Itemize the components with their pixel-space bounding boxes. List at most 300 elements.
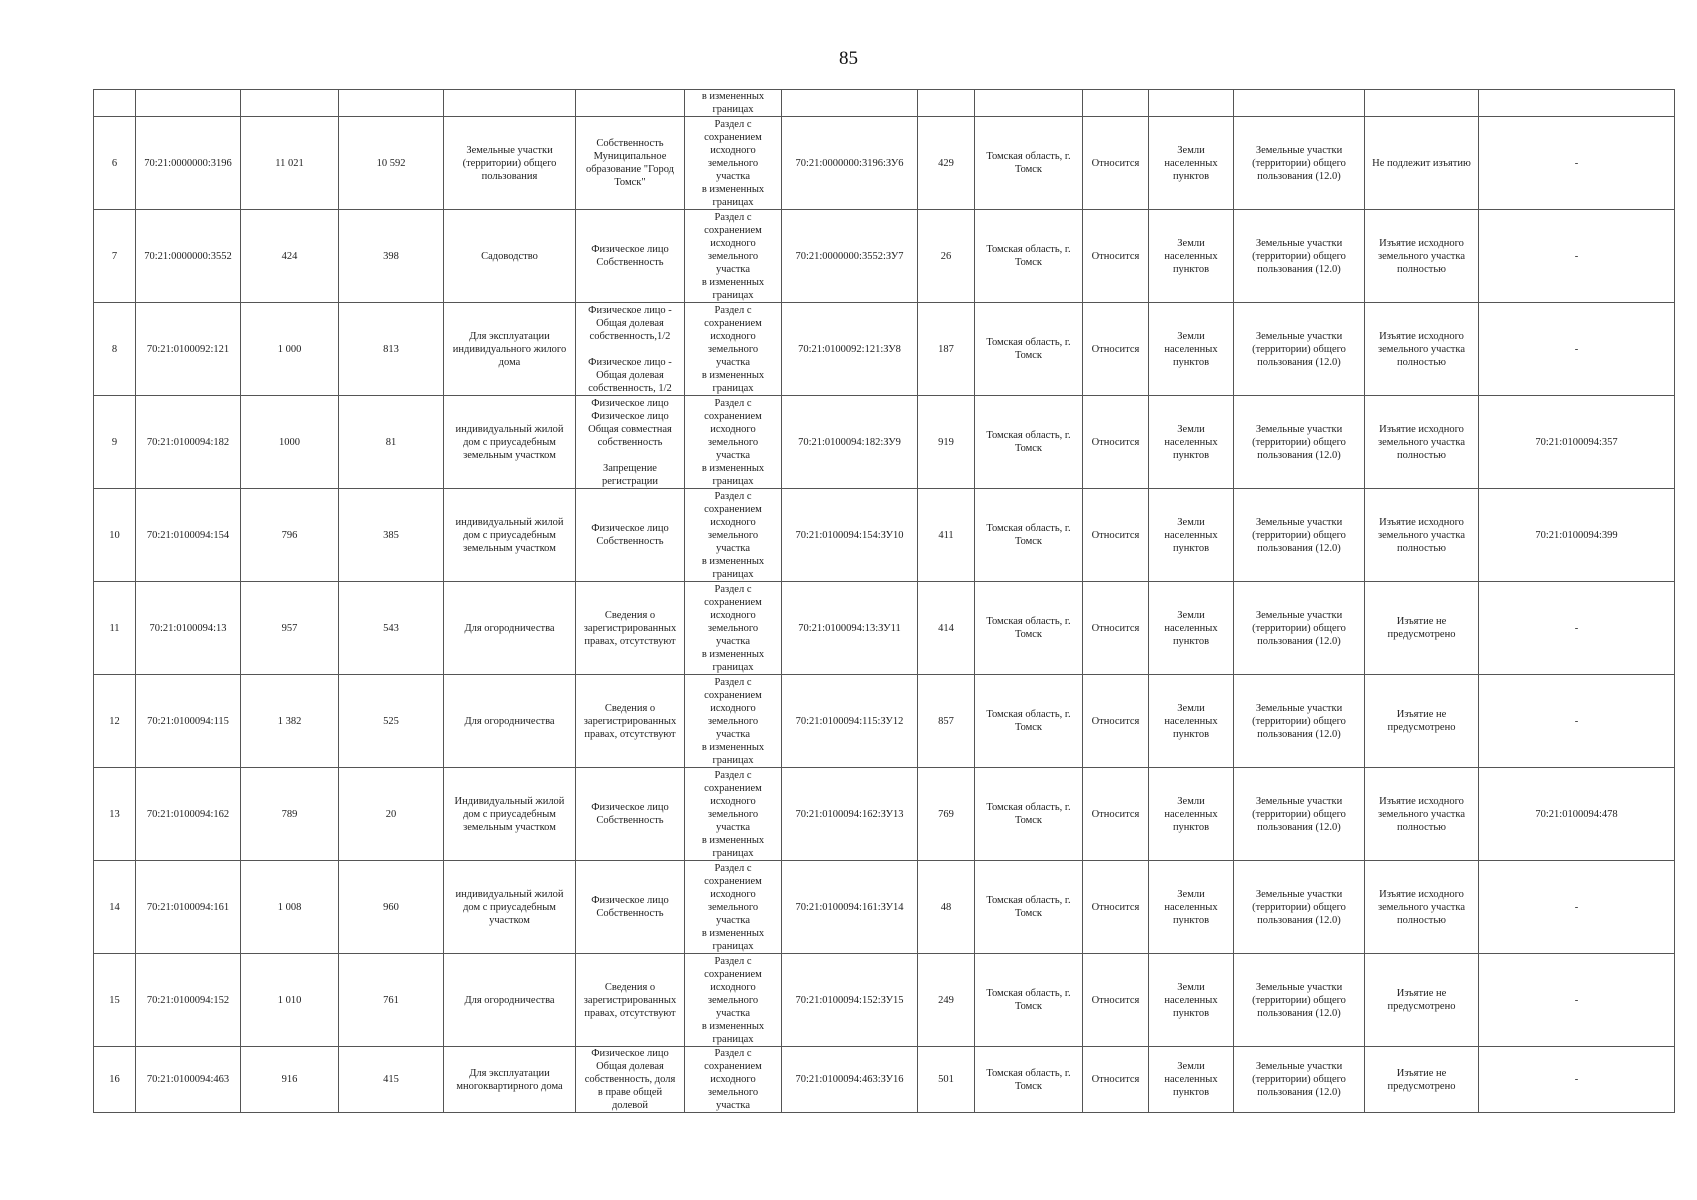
cell-line: Для огородничества	[464, 622, 555, 634]
new-plot-designation-cell: 70:21:0100092:121:ЗУ8	[782, 303, 918, 396]
row-number-cell: 9	[94, 396, 136, 489]
address-cell	[975, 489, 1083, 582]
cell-line: земельного	[707, 622, 759, 634]
seizure-cell	[1365, 489, 1479, 582]
cell-line	[578, 449, 682, 462]
cell-line: участка	[715, 1100, 751, 1111]
new-plot-designation-cell	[782, 90, 918, 117]
cell-line: пунктов	[1172, 170, 1210, 182]
related-object-cell: -	[1479, 675, 1675, 768]
rights-cell	[576, 675, 685, 768]
cell-line: в измененных	[701, 741, 765, 753]
land-category-cell	[1149, 489, 1234, 582]
cell-line: Физическое лицо	[591, 244, 669, 255]
cell-line: пользования (12.0)	[1257, 821, 1341, 833]
cell-line: земельного участка	[1378, 250, 1465, 262]
division-method-cell	[685, 675, 782, 768]
relation-cell: Относится	[1083, 675, 1149, 768]
division-method-cell	[685, 582, 782, 675]
rights-cell	[576, 954, 685, 1047]
cell-line: земельного	[707, 157, 759, 169]
division-method-cell	[685, 210, 782, 303]
cell-line: Изъятие не	[1396, 709, 1447, 720]
cell-line: Земли	[1177, 1061, 1205, 1072]
cadastral-number-cell: 70:21:0000000:3196	[136, 117, 241, 210]
cell-line: Томск"	[614, 177, 646, 188]
cell-line: Индивидуальный жилой	[454, 795, 565, 807]
cell-line: Раздел с	[714, 304, 752, 316]
cell-line: Общая долевая	[596, 1061, 664, 1072]
division-method-cell	[685, 303, 782, 396]
table-row	[94, 768, 1675, 861]
cell-line	[578, 343, 682, 356]
table-row	[94, 582, 1675, 675]
cell-line: границах	[712, 382, 754, 394]
cell-line: Для огородничества	[464, 994, 555, 1006]
cell-line: Собственность	[596, 815, 664, 826]
cell-line: сохранением	[704, 596, 762, 608]
address-cell	[975, 90, 1083, 117]
cell-line: в измененных	[701, 91, 765, 102]
new-permitted-use-cell	[1234, 768, 1365, 861]
cell-line: земельного участка	[1378, 343, 1465, 355]
new-plot-area-cell: 411	[918, 489, 975, 582]
cell-line: Земельные участки	[1255, 1061, 1343, 1072]
cell-line: сохранением	[704, 224, 762, 236]
land-category-cell	[1149, 210, 1234, 303]
cell-line: собственность, доля	[584, 1074, 676, 1085]
cell-line: Физическое лицо	[591, 397, 669, 409]
cell-line: сохранением	[704, 503, 762, 515]
cell-line: участка	[715, 449, 751, 461]
cell-line: границах	[712, 661, 754, 673]
new-plot-designation-cell: 70:21:0100094:182:ЗУ9	[782, 396, 918, 489]
new-permitted-use-cell	[1234, 582, 1365, 675]
permitted-use-cell	[444, 582, 576, 675]
permitted-use-cell	[444, 117, 576, 210]
land-category-cell	[1149, 582, 1234, 675]
cadastral-number-cell: 70:21:0100094:152	[136, 954, 241, 1047]
cell-line: Земли	[1177, 795, 1205, 807]
permitted-use-cell	[444, 1047, 576, 1113]
table-row	[94, 303, 1675, 396]
cell-line: границах	[712, 475, 754, 487]
seized-area-cell: 20	[339, 768, 444, 861]
new-plot-designation-cell: 70:21:0100094:161:ЗУ14	[782, 861, 918, 954]
division-method-cell	[685, 117, 782, 210]
cell-line: (территории) общего	[1252, 622, 1346, 634]
land-category-cell	[1149, 768, 1234, 861]
cell-line: Томск	[1014, 257, 1043, 268]
new-permitted-use-cell	[1234, 1047, 1365, 1113]
land-plots-table	[93, 89, 1675, 1113]
cell-line: индивидуальный жилой	[455, 423, 564, 435]
related-object-cell: -	[1479, 861, 1675, 954]
land-category-cell	[1149, 303, 1234, 396]
cell-line: участка	[715, 1007, 751, 1019]
division-method-cell	[685, 954, 782, 1047]
cell-line: Томск	[1014, 350, 1043, 361]
cell-line: зарегистрированных	[583, 715, 677, 727]
initial-area-cell: 796	[241, 489, 339, 582]
cell-line: исходного	[710, 237, 756, 249]
permitted-use-cell	[444, 768, 576, 861]
cell-line: населенных	[1164, 994, 1218, 1006]
cell-line: земельного	[707, 901, 759, 913]
division-method-cell	[685, 489, 782, 582]
land-category-cell	[1149, 396, 1234, 489]
new-plot-designation-cell: 70:21:0100094:162:ЗУ13	[782, 768, 918, 861]
cell-line: Томская область, г.	[986, 1067, 1071, 1079]
cell-line: в измененных	[701, 927, 765, 939]
cell-line: Земли	[1177, 423, 1205, 435]
cell-line: границах	[712, 289, 754, 301]
cell-line: полностью	[1397, 914, 1446, 926]
cell-line: Томск	[1014, 443, 1043, 454]
cell-line: земельного	[707, 715, 759, 727]
cell-line: полностью	[1397, 356, 1446, 368]
seized-area-cell: 525	[339, 675, 444, 768]
table-row	[94, 954, 1675, 1047]
division-method-cell	[685, 396, 782, 489]
cell-line: сохранением	[704, 1061, 762, 1072]
initial-area-cell: 916	[241, 1047, 339, 1113]
cell-line: участком	[489, 914, 530, 926]
cell-line: Земельные участки	[1255, 981, 1343, 993]
cell-line: полностью	[1397, 542, 1446, 554]
cell-line: (территории) общего	[1252, 157, 1346, 169]
address-cell	[975, 768, 1083, 861]
permitted-use-cell	[444, 396, 576, 489]
new-plot-designation-cell: 70:21:0000000:3196:ЗУ6	[782, 117, 918, 210]
cell-line: Земельные участки	[1255, 702, 1343, 714]
cell-line: границах	[712, 196, 754, 208]
cell-line: Земельные участки	[1255, 888, 1343, 900]
related-object-cell: 70:21:0100094:357	[1479, 396, 1675, 489]
cell-line: пользования	[481, 170, 538, 182]
permitted-use-cell	[444, 675, 576, 768]
new-permitted-use-cell	[1234, 303, 1365, 396]
cadastral-number-cell: 70:21:0100094:463	[136, 1047, 241, 1113]
cell-line: зарегистрированных	[583, 994, 677, 1006]
relation-cell: Относится	[1083, 954, 1149, 1047]
cell-line: собственность,1/2	[589, 330, 671, 342]
initial-area-cell	[241, 90, 339, 117]
cell-line: в измененных	[701, 276, 765, 288]
new-plot-designation-cell: 70:21:0100094:13:ЗУ11	[782, 582, 918, 675]
row-number-cell: 7	[94, 210, 136, 303]
division-method-cell	[685, 1047, 782, 1113]
relation-cell: Относится	[1083, 582, 1149, 675]
land-category-cell	[1149, 675, 1234, 768]
cell-line: пунктов	[1172, 449, 1210, 461]
cell-line: правах, отсутствуют	[584, 635, 676, 647]
cell-line: Физическое лицо	[591, 802, 669, 813]
row-number-cell: 8	[94, 303, 136, 396]
cell-line: предусмотрено	[1387, 722, 1456, 733]
relation-cell: Относится	[1083, 396, 1149, 489]
initial-area-cell: 1000	[241, 396, 339, 489]
cell-line: земельным участком	[463, 542, 556, 554]
new-permitted-use-cell	[1234, 954, 1365, 1047]
initial-area-cell: 957	[241, 582, 339, 675]
cell-line: границах	[712, 104, 754, 115]
cell-line: Физическое лицо	[591, 410, 669, 422]
cell-line: Томская область, г.	[986, 988, 1071, 999]
row-number-cell: 11	[94, 582, 136, 675]
cell-line: земельного	[707, 436, 759, 448]
cell-line: Для огородничества	[464, 715, 555, 727]
cell-line: сохранением	[704, 410, 762, 422]
cell-line: Томск	[1014, 722, 1043, 733]
cell-line: Земли	[1177, 702, 1205, 714]
cell-line: участка	[715, 728, 751, 740]
table-row	[94, 396, 1675, 489]
rights-cell	[576, 117, 685, 210]
rights-cell	[576, 1047, 685, 1113]
cell-line: Земельные участки	[1255, 237, 1343, 249]
cell-line: земельного участка	[1378, 808, 1465, 820]
related-object-cell: -	[1479, 210, 1675, 303]
cell-line: образование "Город	[585, 164, 675, 175]
cell-line: Общая совместная	[588, 423, 672, 435]
seized-area-cell: 960	[339, 861, 444, 954]
new-plot-designation-cell: 70:21:0100094:463:ЗУ16	[782, 1047, 918, 1113]
cell-line: земельного	[707, 529, 759, 541]
cell-line: исходного	[710, 330, 756, 342]
new-plot-area-cell: 26	[918, 210, 975, 303]
cell-line: земельного участка	[1378, 529, 1465, 541]
initial-area-cell: 1 000	[241, 303, 339, 396]
cell-line: Земли	[1177, 888, 1205, 900]
cell-line: (территории) общего	[462, 157, 557, 169]
cell-line: земельного участка	[1378, 901, 1465, 913]
cell-line: (территории) общего	[1252, 994, 1346, 1006]
cell-line: Муниципальное	[593, 151, 667, 162]
new-permitted-use-cell	[1234, 396, 1365, 489]
cell-line: Собственность	[596, 138, 664, 149]
cadastral-number-cell: 70:21:0100094:161	[136, 861, 241, 954]
cell-line: границах	[712, 754, 754, 766]
cell-line: (территории) общего	[1252, 715, 1346, 727]
cell-line: Общая долевая	[596, 317, 664, 329]
cell-line: населенных	[1164, 901, 1218, 913]
cell-line: участка	[715, 914, 751, 926]
cell-line: населенных	[1164, 343, 1218, 355]
cell-line: зарегистрированных	[583, 622, 677, 634]
seized-area-cell: 398	[339, 210, 444, 303]
cell-line: полностью	[1397, 449, 1446, 461]
cell-line: Изъятие исходного	[1379, 330, 1464, 342]
rights-cell	[576, 210, 685, 303]
cell-line: Томск	[1014, 629, 1043, 640]
new-plot-designation-cell: 70:21:0100094:152:ЗУ15	[782, 954, 918, 1047]
address-cell	[975, 1047, 1083, 1113]
cell-line: пользования (12.0)	[1257, 356, 1341, 368]
cell-line: индивидуальный жилой	[455, 516, 564, 528]
cell-line: Изъятие не	[1396, 1067, 1447, 1079]
cell-line: Изъятие исходного	[1379, 237, 1464, 249]
seizure-cell	[1365, 303, 1479, 396]
cell-line: Томская область, г.	[986, 430, 1071, 441]
seizure-cell	[1365, 582, 1479, 675]
relation-cell: Относится	[1083, 768, 1149, 861]
seized-area-cell: 10 592	[339, 117, 444, 210]
cell-line: сохранением	[704, 968, 762, 980]
relation-cell: Относится	[1083, 1047, 1149, 1113]
rights-cell	[576, 396, 685, 489]
cell-line: исходного	[710, 981, 756, 993]
table-row	[94, 861, 1675, 954]
cell-line: населенных	[1164, 250, 1218, 262]
division-method-cell	[685, 861, 782, 954]
address-cell	[975, 396, 1083, 489]
cell-line: сохранением	[704, 875, 762, 887]
cell-line: (территории) общего	[1252, 250, 1346, 262]
cell-line: (территории) общего	[1252, 808, 1346, 820]
cell-line: Томск	[1014, 815, 1043, 826]
new-permitted-use-cell	[1234, 675, 1365, 768]
cell-line: Земельные участки	[1255, 609, 1343, 621]
cell-line: Сведения о	[604, 702, 656, 714]
cell-line: границах	[712, 940, 754, 952]
permitted-use-cell	[444, 303, 576, 396]
seizure-cell	[1365, 954, 1479, 1047]
seizure-cell	[1365, 210, 1479, 303]
cell-line: Раздел с	[714, 1048, 752, 1059]
address-cell	[975, 117, 1083, 210]
cell-line: (территории) общего	[1252, 343, 1346, 355]
new-plot-area-cell: 769	[918, 768, 975, 861]
cell-line: участка	[715, 542, 751, 554]
cell-line: правах, отсутствуют	[584, 728, 676, 740]
cell-line: Томская область, г.	[986, 244, 1071, 255]
new-plot-area-cell: 187	[918, 303, 975, 396]
seized-area-cell: 543	[339, 582, 444, 675]
cell-line: Земельные участки	[1255, 516, 1343, 528]
cadastral-number-cell: 70:21:0100094:162	[136, 768, 241, 861]
seized-area-cell	[339, 90, 444, 117]
cell-line: Физическое лицо -	[588, 304, 672, 316]
cell-line: в измененных	[701, 1020, 765, 1032]
cell-line: Раздел с	[714, 955, 752, 967]
seizure-cell	[1365, 396, 1479, 489]
table-row	[94, 210, 1675, 303]
cell-line: сохранением	[704, 689, 762, 701]
cell-line: Земельные участки	[1255, 423, 1343, 435]
new-plot-area-cell: 429	[918, 117, 975, 210]
cell-line: исходного	[710, 888, 756, 900]
cell-line: земельного	[707, 343, 759, 355]
new-plot-area-cell: 919	[918, 396, 975, 489]
related-object-cell: -	[1479, 117, 1675, 210]
related-object-cell: 70:21:0100094:399	[1479, 489, 1675, 582]
cell-line: Изъятие не	[1396, 988, 1447, 999]
relation-cell: Относится	[1083, 303, 1149, 396]
division-method-cell	[685, 90, 782, 117]
cell-line: Раздел с	[714, 769, 752, 781]
cell-line: (территории) общего	[1252, 529, 1346, 541]
related-object-cell	[1479, 90, 1675, 117]
address-cell	[975, 582, 1083, 675]
cell-line: дома	[498, 356, 521, 368]
cell-line: Земельные участки	[1255, 795, 1343, 807]
cell-line: Томск	[1014, 1080, 1043, 1092]
cell-line: в измененных	[701, 183, 765, 195]
cell-line: Раздел с	[714, 583, 752, 595]
cell-line: Для эксплуатации	[469, 1067, 550, 1079]
cell-line: Томская область, г.	[986, 337, 1071, 348]
initial-area-cell: 789	[241, 768, 339, 861]
seized-area-cell: 415	[339, 1047, 444, 1113]
cell-line: Собственность	[596, 257, 664, 268]
cell-line: в праве общей	[597, 1087, 663, 1098]
permitted-use-cell	[444, 954, 576, 1047]
land-category-cell	[1149, 1047, 1234, 1113]
cell-line: исходного	[710, 702, 756, 714]
row-number-cell: 6	[94, 117, 136, 210]
cadastral-number-cell: 70:21:0100094:115	[136, 675, 241, 768]
address-cell	[975, 675, 1083, 768]
related-object-cell: 70:21:0100094:478	[1479, 768, 1675, 861]
rights-cell	[576, 303, 685, 396]
new-permitted-use-cell	[1234, 210, 1365, 303]
cell-line: пунктов	[1172, 728, 1210, 740]
row-number-cell	[94, 90, 136, 117]
cell-line: Собственность	[596, 908, 664, 919]
cell-line: дом с приусадебным	[463, 808, 556, 820]
seized-area-cell: 813	[339, 303, 444, 396]
cell-line: земельного участка	[1378, 436, 1465, 448]
table-row	[94, 675, 1675, 768]
initial-area-cell: 1 010	[241, 954, 339, 1047]
cell-line: пунктов	[1172, 914, 1210, 926]
cell-line: Томская область, г.	[986, 895, 1071, 906]
cell-line: земельного	[707, 1087, 759, 1098]
initial-area-cell: 11 021	[241, 117, 339, 210]
cell-line: Сведения о	[604, 981, 656, 993]
cell-line: Раздел с	[714, 676, 752, 688]
seized-area-cell: 385	[339, 489, 444, 582]
cell-line: в измененных	[701, 462, 765, 474]
cell-line: Физическое лицо -	[588, 356, 672, 368]
cell-line: пользования (12.0)	[1257, 170, 1341, 182]
table-row	[94, 1047, 1675, 1113]
cell-line: Земли	[1177, 330, 1205, 342]
cell-line: Земли	[1177, 609, 1205, 621]
cell-line: исходного	[710, 609, 756, 621]
seized-area-cell: 761	[339, 954, 444, 1047]
cell-line: границах	[712, 847, 754, 859]
cell-line: Земельные участки	[1255, 144, 1343, 156]
cell-line: участка	[715, 263, 751, 275]
cell-line: Земельные участки	[1255, 330, 1343, 342]
cell-line: регистрации	[602, 475, 658, 487]
relation-cell: Относится	[1083, 489, 1149, 582]
cell-line: (территории) общего	[1252, 901, 1346, 913]
seized-area-cell: 81	[339, 396, 444, 489]
cell-line: Раздел с	[714, 397, 752, 409]
rights-cell	[576, 489, 685, 582]
cell-line: предусмотрено	[1387, 1080, 1456, 1092]
new-permitted-use-cell	[1234, 489, 1365, 582]
cell-line: пользования (12.0)	[1257, 728, 1341, 740]
cell-line: Земельные участки	[466, 144, 553, 156]
cell-line: сохранением	[704, 317, 762, 329]
cell-line: Томская область, г.	[986, 802, 1071, 813]
new-plot-designation-cell: 70:21:0000000:3552:ЗУ7	[782, 210, 918, 303]
cell-line: индивидуального жилого	[452, 343, 567, 355]
